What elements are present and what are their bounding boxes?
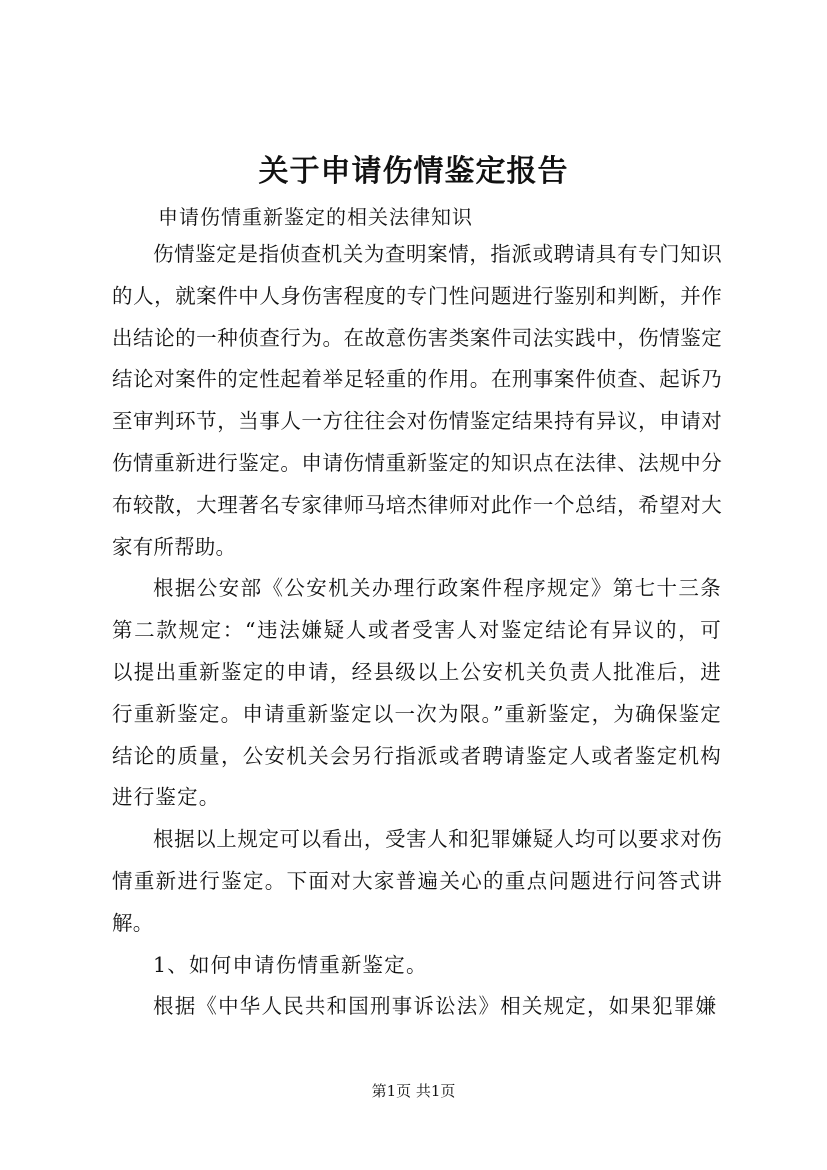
paragraph-definition: 伤情鉴定是指侦查机关为查明案情，指派或聘请具有专门知识的人，就案件中人身伤害程度的专门性问题进行鉴别和判断，并作出结论的一种侦查行为。在故意伤害类案件司法实践中，伤情鉴定结论对案件的定性起着举足轻重的作用。在刑事案件侦查、起诉乃至审判环节，当事人一方往往会对伤情鉴定结果持有异议，申请对伤情重新进行鉴定。申请伤情重新鉴定的知识点在法律、法规中分布较散，大理著名专家律师马培杰律师对此作一个总结，希望对大家有所帮助。 (112, 242, 722, 559)
paragraph-question-1: 1、如何申请伤情重新鉴定。 (153, 952, 428, 977)
paragraph-conclusion: 根据以上规定可以看出，受害人和犯罪嫌疑人均可以要求对伤情重新进行鉴定。下面对大家普遍关心的重点问题进行问答式讲解。 (112, 827, 722, 935)
page-footer: 第1页 共1页 (371, 1082, 456, 1100)
document-title: 关于申请伤情鉴定报告 (258, 154, 569, 189)
paragraph-answer-1: 根据《中华人民共和国刑事诉讼法》相关规定，如果犯罪嫌 (153, 994, 718, 1019)
document-subtitle: 申请伤情重新鉴定的相关法律知识 (158, 205, 473, 229)
paragraph-regulation: 根据公安部《公安机关办理行政案件程序规定》第七十三条第二款规定：“违法嫌疑人或者受害人对鉴定结论有异议的，可以提出重新鉴定的申请，经县级以上公安机关负责人批准后，进行重新鉴定。申请重新鉴定以一次为限。”重新鉴定，为确保鉴定结论的质量，公安机关会另行指派或者聘请鉴定人或者鉴定机构进行鉴定。 (112, 576, 722, 810)
document-body (112, 234, 722, 1028)
